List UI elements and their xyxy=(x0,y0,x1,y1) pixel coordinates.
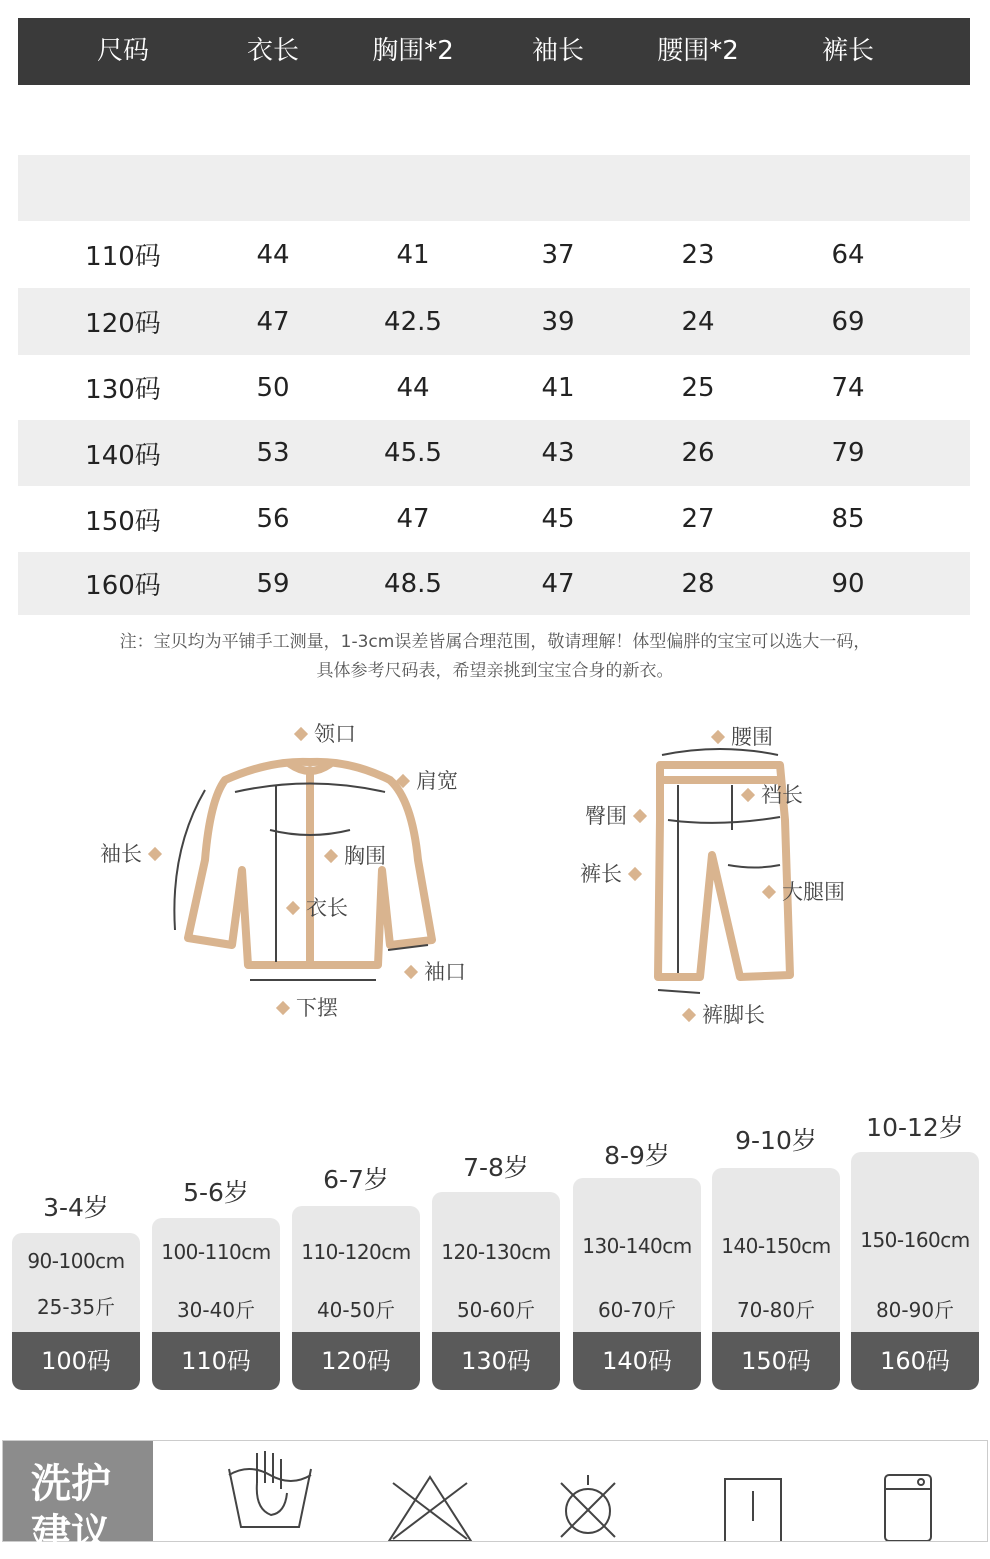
label-collar: 领口 xyxy=(288,718,356,748)
cell-chest: 48.5 xyxy=(384,568,442,599)
cell-pants-length: 64 xyxy=(831,239,865,270)
card-age: 9-10岁 xyxy=(735,1126,817,1155)
cell-chest: 41 xyxy=(396,239,430,270)
card-age: 3-4岁 xyxy=(43,1193,109,1222)
diamond-bullet-icon xyxy=(711,730,725,744)
cell-size: 150码 xyxy=(85,506,161,537)
size-card xyxy=(712,1103,840,1390)
cell-waist: 28 xyxy=(681,568,715,599)
cell-waist: 26 xyxy=(681,438,715,468)
label-sleeve-length: 袖长 xyxy=(100,838,168,868)
label-rise: 裆长 xyxy=(735,779,803,809)
card-age: 10-12岁 xyxy=(866,1113,964,1142)
hang-dry-icon xyxy=(721,1471,787,1541)
no-bleach-icon xyxy=(385,1475,475,1541)
size-card xyxy=(152,1155,280,1390)
card-age: 5-6岁 xyxy=(183,1178,249,1207)
card-body xyxy=(573,1178,701,1390)
card-body xyxy=(432,1192,560,1390)
cell-pants-length: 79 xyxy=(831,438,865,468)
cell-length: 47 xyxy=(256,306,290,337)
card-weight: 60-70斤 xyxy=(597,1298,677,1322)
care-instructions xyxy=(2,1440,988,1557)
card-body xyxy=(292,1206,420,1390)
table-row xyxy=(18,288,970,355)
cell-length: 53 xyxy=(256,438,290,468)
card-height: 150-160cm xyxy=(860,1228,970,1252)
diamond-bullet-icon xyxy=(633,809,647,823)
label-top-length: 衣长 xyxy=(280,892,348,922)
cell-length: 44 xyxy=(256,239,290,270)
diamond-bullet-icon xyxy=(741,788,755,802)
card-weight: 80-90斤 xyxy=(875,1298,955,1322)
cell-sleeve: 47 xyxy=(541,568,575,599)
card-height: 130-140cm xyxy=(582,1234,692,1258)
diamond-bullet-icon xyxy=(276,1001,290,1015)
cell-waist: 25 xyxy=(681,372,715,403)
header-pants-length: 裤长 xyxy=(821,36,874,66)
iron-icon xyxy=(881,1467,937,1541)
header-sleeve: 袖长 xyxy=(531,36,584,66)
cell-sleeve: 41 xyxy=(541,372,575,403)
card-size: 150码 xyxy=(712,1332,840,1390)
card-height: 100-110cm xyxy=(161,1240,271,1264)
measurement-note-line2: 具体参考尺码表，希望亲挑到宝宝合身的新衣。 xyxy=(316,661,674,681)
table-row xyxy=(18,486,970,552)
label-pants-length: 裤长 xyxy=(580,858,648,888)
size-card xyxy=(12,1170,140,1390)
diamond-bullet-icon xyxy=(762,885,776,899)
card-height: 140-150cm xyxy=(721,1234,831,1258)
cell-chest: 45.5 xyxy=(384,438,442,468)
card-weight: 30-40斤 xyxy=(176,1298,256,1322)
card-height: 90-100cm xyxy=(27,1249,125,1273)
header-waist: 腰围*2 xyxy=(657,36,739,66)
card-size: 120码 xyxy=(292,1332,420,1390)
diamond-bullet-icon xyxy=(396,774,410,788)
cell-chest: 44 xyxy=(396,372,430,403)
label-hip: 臀围 xyxy=(585,800,653,830)
card-size: 160码 xyxy=(851,1332,979,1390)
cell-length: 56 xyxy=(256,504,290,534)
cell-pants-length: 69 xyxy=(831,306,865,337)
card-body xyxy=(712,1168,840,1390)
card-size: 140码 xyxy=(573,1332,701,1390)
header-length: 衣长 xyxy=(246,36,299,66)
diamond-bullet-icon xyxy=(628,867,642,881)
cell-length: 59 xyxy=(256,568,290,599)
card-height: 120-130cm xyxy=(441,1240,551,1264)
cell-sleeve: 45 xyxy=(541,504,575,534)
cell-pants-length: 85 xyxy=(831,504,865,534)
table-row xyxy=(18,221,970,288)
table-row xyxy=(18,420,970,486)
card-weight: 40-50斤 xyxy=(316,1298,396,1322)
cell-size: 130码 xyxy=(85,375,161,405)
diamond-bullet-icon xyxy=(682,1008,696,1022)
card-age: 7-8岁 xyxy=(463,1153,529,1182)
label-shoulder: 肩宽 xyxy=(390,765,458,795)
no-tumble-dry-icon xyxy=(553,1471,623,1541)
label-thigh: 大腿围 xyxy=(756,876,845,906)
cell-waist: 24 xyxy=(681,306,715,337)
hand-wash-icon xyxy=(225,1449,315,1541)
diamond-bullet-icon xyxy=(148,847,162,861)
cell-length: 50 xyxy=(256,372,290,403)
card-body xyxy=(851,1152,979,1390)
cell-size: 110码 xyxy=(85,242,161,272)
cell-sleeve: 37 xyxy=(541,239,575,270)
card-body xyxy=(152,1218,280,1390)
cell-size: 140码 xyxy=(85,440,161,471)
diamond-bullet-icon xyxy=(286,901,300,915)
cell-chest: 42.5 xyxy=(384,306,442,337)
label-waist: 腰围 xyxy=(705,721,773,751)
measurement-note-line1: 注：宝贝均为平铺手工测量，1-3cm误差皆属合理范围，敬请理解！体型偏胖的宝宝可以选大一码， xyxy=(119,632,871,652)
diamond-bullet-icon xyxy=(404,965,418,979)
card-body xyxy=(12,1233,140,1390)
table-spacer-row xyxy=(18,155,970,221)
cell-size: 160码 xyxy=(85,571,161,601)
card-weight: 50-60斤 xyxy=(456,1298,536,1322)
card-size: 100码 xyxy=(12,1332,140,1390)
cell-pants-length: 74 xyxy=(831,372,865,403)
size-card xyxy=(292,1142,420,1390)
card-height: 110-120cm xyxy=(301,1240,411,1264)
cell-sleeve: 43 xyxy=(541,438,575,468)
card-age: 6-7岁 xyxy=(323,1165,389,1194)
label-cuff: 袖口 xyxy=(398,956,466,986)
card-size: 110码 xyxy=(152,1332,280,1390)
card-size: 130码 xyxy=(432,1332,560,1390)
cell-sleeve: 39 xyxy=(541,306,575,337)
table-row xyxy=(18,355,970,420)
label-leg-opening: 裤脚长 xyxy=(676,999,765,1029)
cell-waist: 23 xyxy=(681,239,715,270)
size-card xyxy=(573,1118,701,1390)
card-age: 8-9岁 xyxy=(604,1141,670,1170)
header-size: 尺码 xyxy=(96,36,149,66)
cell-pants-length: 90 xyxy=(831,568,865,599)
cell-waist: 27 xyxy=(681,504,715,534)
size-card xyxy=(851,1090,979,1390)
care-title: 洗护 建议 xyxy=(3,1441,153,1541)
label-hem: 下摆 xyxy=(270,992,338,1022)
diamond-bullet-icon xyxy=(324,849,338,863)
cell-size: 120码 xyxy=(85,309,161,339)
size-card xyxy=(432,1130,560,1390)
label-chest: 胸围 xyxy=(318,840,386,870)
table-row xyxy=(18,552,970,615)
card-weight: 25-35斤 xyxy=(36,1295,116,1319)
header-chest: 胸围*2 xyxy=(372,36,454,66)
size-table-header xyxy=(18,18,970,85)
card-weight: 70-80斤 xyxy=(736,1298,816,1322)
cell-chest: 47 xyxy=(396,504,430,534)
diamond-bullet-icon xyxy=(294,727,308,741)
